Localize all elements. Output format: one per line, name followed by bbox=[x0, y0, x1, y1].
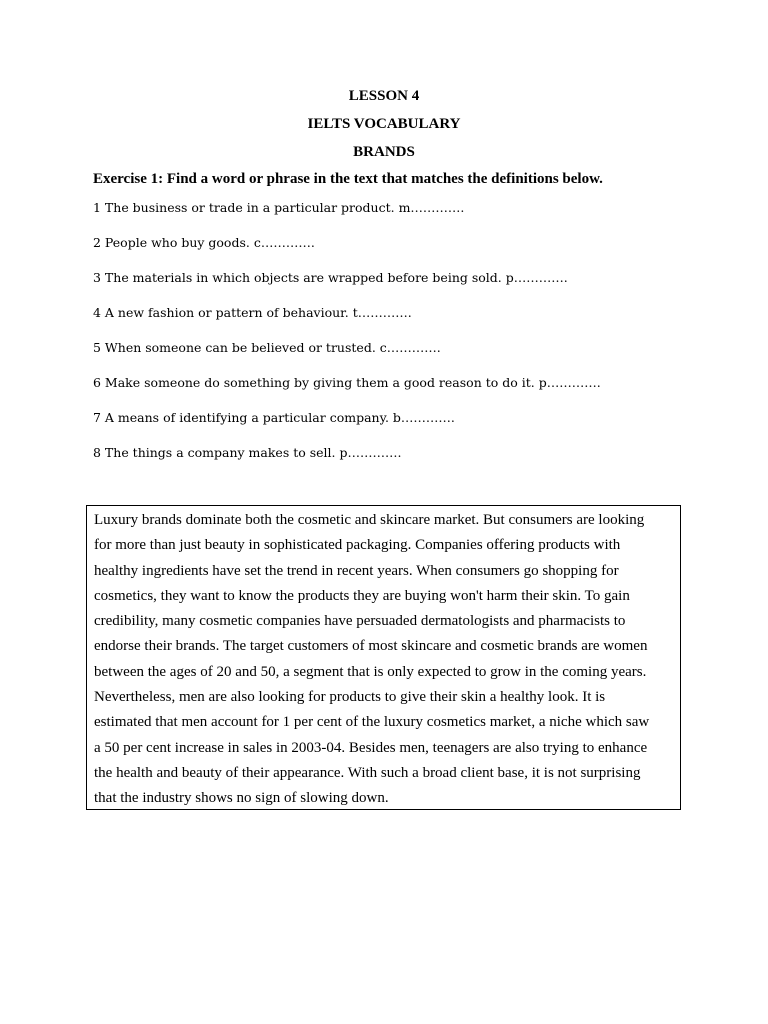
passage-line: the health and beauty of their appearance. With such a broad client base, it is not surprising bbox=[94, 764, 641, 781]
passage-line: endorse their brands. The target customers of most skincare and cosmetic brands are women bbox=[94, 638, 648, 655]
definition-item-7: 7 A means of identifying a particular company. b…………. bbox=[93, 410, 455, 425]
passage-line: healthy ingredients have set the trend in recent years. When consumers go shopping for bbox=[94, 562, 619, 579]
definition-item-8: 8 The things a company makes to sell. p…………. bbox=[93, 445, 402, 460]
passage-line: that the industry shows no sign of slowing down. bbox=[94, 790, 389, 807]
lesson-topic: BRANDS bbox=[353, 144, 415, 160]
passage-line: cosmetics, they want to know the products they are buying won't harm their skin. To gain bbox=[94, 587, 630, 604]
passage-line: Nevertheless, men are also looking for products to give their skin a healthy look. It is bbox=[94, 689, 606, 706]
passage-line: between the ages of 20 and 50, a segment that is only expected to grow in the coming years. bbox=[94, 663, 647, 680]
reading-passage-box bbox=[86, 505, 681, 810]
exercise-title: Exercise 1: Find a word or phrase in the text that matches the definitions below. bbox=[93, 171, 603, 187]
passage-line: a 50 per cent increase in sales in 2003-04. Besides men, teenagers are also trying to enhance bbox=[94, 739, 648, 756]
passage-line: Luxury brands dominate both the cosmetic and skincare market. But consumers are looking bbox=[94, 512, 645, 528]
definition-item-4: 4 A new fashion or pattern of behaviour. t…………. bbox=[93, 305, 412, 320]
definition-item-2: 2 People who buy goods. c…………. bbox=[93, 235, 315, 250]
passage-line: credibility, many cosmetic companies have persuaded dermatologists and pharmacists to bbox=[94, 613, 626, 630]
definition-item-5: 5 When someone can be believed or trusted. c…………. bbox=[93, 340, 441, 355]
definition-list bbox=[93, 199, 713, 479]
passage-line: for more than just beauty in sophisticated packaging. Companies offering products with bbox=[94, 537, 621, 554]
passage-line: estimated that men account for 1 per cent of the luxury cosmetics market, a niche which saw bbox=[94, 714, 650, 731]
definition-item-3: 3 The materials in which objects are wrapped before being sold. p…………. bbox=[93, 270, 568, 285]
definition-item-1: 1 The business or trade in a particular product. m…………. bbox=[93, 200, 465, 215]
lesson-title: LESSON 4 bbox=[348, 88, 420, 104]
definition-item-6: 6 Make someone do something by giving them a good reason to do it. p…………. bbox=[93, 375, 601, 390]
lesson-subtitle: IELTS VOCABULARY bbox=[307, 116, 461, 132]
